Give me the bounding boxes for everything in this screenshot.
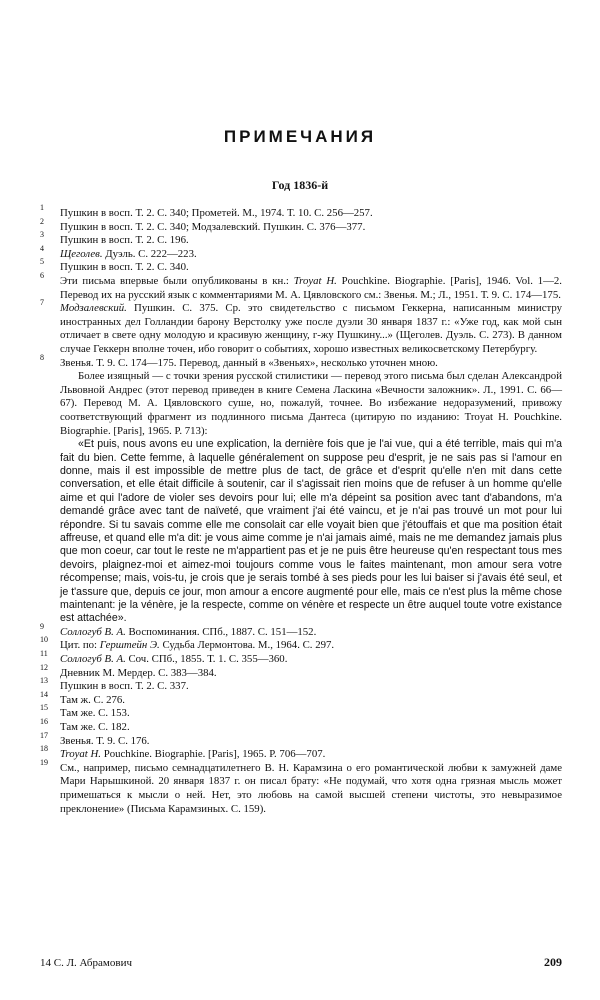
- note-author: Соллогуб В. А.: [60, 625, 126, 638]
- note-item: [40, 689, 562, 708]
- note-text: Pouchkine. Biographie. [Paris], 1965. P. 706—707.: [101, 748, 326, 761]
- note-text: Там ж. С. 276.: [60, 693, 126, 706]
- page-title: ПРИМЕЧАНИЯ: [223, 127, 377, 146]
- note-item: [40, 757, 562, 816]
- french-quote: «Et puis, nous avons eu une explication, la dernière fois que je l'ai vue, qui a été terrible, mais qui m'a fait du bien. Cette femme, à laquelle généralement on suppose peu d'esprit, je ne sais pas si l'amour en donne, mais il est impossible de mettre plus de tact, de grâce et d'esprit qu'elle n'en mit dans cette conversation, et elle était difficile à soutenir, car il s'agissait rien moins que de refuser à un homme qu'elle aime et qui l'adore de violer ses devoirs pour lui; elle m'a dépeint sa position avec tant d'abandons, m'a demandé grâce avec tant de naïveté, que vraiment j'ai été vaincu, et je n'ai pas trouvé un mot pour lui répondre. Si tu savais comme elle me consolait car elle voyait bien que j'étouffais et que ma position était affreuse, et quand elle m'a dit: je vous aime comme je n'ai jamais aimé, mais ne me demandez jamais plus que mon coeur, car tout le reste ne m'appartient pas et je ne puis être heureuse qu'en respectant tous mes devoirs, plaignez-moi et aimez-moi toujours comme vous le faites maintenant, mon amour sera votre récompense; mais, vois-tu, je crois que je serais tombé à ses pieds pour les lui baiser si j'avais été seul, et je t'assure que, depuis ce jour, mon amour a encore augmenté pour elle, mais ce n'est plus la même chose maintenant: je la vénère, je la respecte, comme on vénère et respecte un être auquel toute votre existance est attachée».: [60, 438, 562, 625]
- page-number: 209: [544, 955, 562, 969]
- note-number: 14: [40, 689, 48, 699]
- note-text: Звенья. Т. 9. С. 174—175. Перевод, данный в «Звеньях», несколько уточнен мною.: [60, 356, 438, 369]
- signature-mark: 14 С. Л. Абрамович: [40, 957, 132, 969]
- note-prefix: Цит. по:: [60, 639, 100, 652]
- note-number: 13: [40, 676, 48, 686]
- note-number: 11: [40, 648, 48, 658]
- note-number: 5: [40, 257, 44, 267]
- note-author: Troyat H.: [293, 274, 337, 287]
- note-text: Дуэль. С. 222—223.: [102, 247, 197, 260]
- note-text: Звенья. Т. 9. С. 176.: [60, 734, 150, 747]
- note-text: Пушкин в восп. Т. 2. С. 196.: [60, 234, 189, 247]
- note-item: [40, 203, 562, 221]
- note-item: [40, 216, 562, 235]
- note-item: [40, 744, 562, 762]
- note-text: Судьба Лермонтова. М., 1964. С. 297.: [159, 639, 335, 652]
- note-item: [40, 230, 562, 248]
- note-number: 2: [40, 216, 44, 226]
- note-item: [40, 676, 562, 694]
- note-item: [40, 730, 562, 749]
- note-number: 9: [40, 621, 44, 631]
- note-item: [40, 298, 562, 356]
- note-author: Щеголев.: [60, 247, 103, 260]
- note-author: Герштейн Э.: [99, 639, 160, 652]
- note-author: Модзалевский.: [60, 302, 127, 315]
- note-number: 15: [40, 703, 48, 713]
- section-title: Год 1836-й: [271, 178, 329, 192]
- note-text: Pouchkine. Biographie. [Paris], 1946. Vol. 1—2. Перевод их на русский язык с комментариями М. А. Цявловского см.: Звенья. М.; Л., 1951. Т. 9. С. 174—175.: [60, 274, 562, 301]
- note-number: 17: [40, 730, 48, 740]
- note-number: 4: [40, 243, 44, 253]
- note-item: [40, 716, 562, 735]
- notes-list: [40, 203, 562, 816]
- note-text: Пушкин в восп. Т. 2. С. 340; Прометей. М., 1974. Т. 10. С. 256—257.: [60, 207, 373, 219]
- note-text: Пушкин в восп. Т. 2. С. 337.: [60, 680, 189, 693]
- note-text: Пушкин в восп. Т. 2. С. 340; Модзалевский. Пушкин. С. 376—377.: [60, 220, 366, 233]
- note-paragraph: Более изящный — с точки зрения русской стилистики — перевод этого письма был сделан Александрой Львовной Андрес (этот перевод приведен в книге Семена Ласкина «Вечности заложник». Л., 1991. С. 66—67). Перевод М. А. Цявловского суше, но, пожалуй, точнее. Во избежание недоразумений, привожу соответствующий фрагмент из подлинного письма Дантеса (цитирую по изданию: Troyat H. Pouchkine. Biographie. [Paris], 1965. P. 713):: [60, 370, 562, 437]
- note-item: [40, 662, 562, 681]
- note-item: [40, 243, 562, 262]
- note-number: 16: [40, 716, 48, 726]
- note-number: 12: [40, 662, 48, 672]
- note-number: 1: [40, 203, 44, 212]
- note-text: Там же. С. 153.: [60, 707, 130, 720]
- note-number: 18: [40, 744, 48, 754]
- note-item: [40, 703, 562, 721]
- note-number: 8: [40, 352, 44, 362]
- note-item: [40, 257, 562, 275]
- note-item: [40, 635, 562, 653]
- note-number: 6: [40, 270, 44, 280]
- note-text: Пушкин в восп. Т. 2. С. 340.: [60, 261, 189, 274]
- note-author: Troyat H.: [60, 748, 101, 761]
- note-item: [40, 352, 562, 371]
- note-prefix: Эти письма впервые были опубликованы в кн.:: [60, 274, 294, 287]
- note-item: [40, 648, 562, 667]
- note-item: [40, 270, 562, 302]
- note-text: См., например, письмо семнадцатилетнего В. Н. Карамзина о его романтической любви к замужней даме Мари Нарышкиной. 20 января 1837 г. он писал брату: «Не подумай, что хотя одна грязная мысль может примешаться к мысли о ней. Нет, это любовь на самой высшей степени чистоты, это невыразимое преклонение» (Письма Карамзиных. С. 159).: [60, 761, 562, 815]
- note-text: Соч. СПб., 1855. Т. 1. С. 355—360.: [125, 652, 288, 665]
- note-number: 3: [40, 230, 44, 240]
- note-number: 10: [40, 635, 48, 645]
- note-text: Пушкин. С. 375. Ср. это свидетельство с письмом Геккерна, написанным министру иностранных дел Голландии барону Верстолку уже после дуэли 30 января 1837 г.: «Уже год, как мой сын отличает в свете одну молодую и красивую женщину, г-жу Пушкину...» (Щеголев. Дуэль. С. 273). В данном случае Геккерн вполне точен, ибо говорит о событиях, хорошо известных великосветскому Петербургу.: [60, 302, 562, 355]
- note-number: 19: [40, 757, 48, 767]
- note-item: [40, 621, 562, 640]
- note-text: Воспоминания. СПб., 1887. С. 151—152.: [125, 625, 317, 638]
- note-text: Дневник М. Мердер. С. 383—384.: [60, 666, 217, 679]
- note-author: Соллогуб В. А.: [60, 652, 126, 665]
- note-text: Там же. С. 182.: [60, 720, 130, 733]
- note-number: 7: [40, 298, 44, 308]
